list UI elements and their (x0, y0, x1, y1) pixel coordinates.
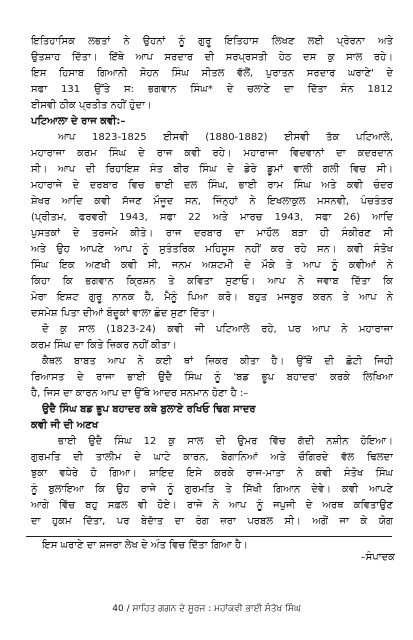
section-heading: ਪਟਿਆਲਾ ਦੇ ਰਾਜ ਕਵੀ:– (31, 116, 126, 127)
text-line: ਹੈ, ਜਿਸ ਦਾ ਕਾਰਨ ਆਪ ਦਾ ਉੱਥੇ ਆਦਰ ਸਨਮਾਨ ਹੋਣਾ ਹੈ :– (31, 388, 249, 399)
text-line: ਸਫਾ 131 ਉੱਤੇ ਸ: ਭਗਵਾਨ ਸਿੰਘ* ਦੇ ਚਲਾਣੇ ਦਾ ਦਿੱਤਾ ਸੰਨ 1812 (31, 84, 393, 95)
text-line: ਨੂੰ ਬੁਲਾਇਆ ਕਿ ਉਹ ਰਾਜੇ ਨੂੰ ਗੁਰਮਤਿ ਤੇ ਸਿੱਖੀ ਗਿਆਨ ਦੇਵੇ। ਕਵੀ ਆਪਣੇ (31, 484, 393, 495)
text-line: ਸਿੰਘ ਇਕ ਅਣਖੀ ਕਵੀ ਸੀ, ਜਨਮ ਅਸ਼ਟਮੀ ਦੇ ਮੌਕੇ ਤੇ ਆਪ ਨੂੰ ਕਵੀਆਂ ਨੇ (31, 260, 393, 271)
text-line: ਦੋ ਕੁ ਸਾਲ (1823-24) ਕਵੀ ਜੀ ਪਟਿਆਲੇ ਰਹੇ, ਪਰ ਆਪ ਨੇ ਮਹਾਰਾਜਾ (42, 324, 393, 335)
text-line: (ਪ੍ਰੀਤਮ, ਫਰਵਰੀ 1943, ਸਫਾ 22 ਅਤੇ ਮਾਰਚ 1943, ਸਫਾ 26) ਆਦਿ (31, 212, 393, 223)
page-footer: 40 / ਸਾਹਿਤ ਗਗਨ ਦੇ ਸੂਰਜ : ਮਹਾਂਕਵੀ ਭਾਈ ਸੰਤੋਖ ਸਿੰਘ (112, 604, 301, 614)
text-line: ਝੁਕਾ ਵਧੇਰੇ ਹੋ ਗਿਆ। ਸ਼ਾਇਦ ਇਸੇ ਕਰਕੇ ਰਾਜ-ਮਾਤਾ ਨੇ ਕਵੀ ਸੰਤੋਖ ਸਿੰਘ (31, 468, 393, 479)
text-line: ਮੇਰਾ ਇਸ਼ਟ ਗੁਰੂ ਨਾਨਕ ਹੈ, ਮੈਨੂੰ ਪਿਆ ਕਰੋ। ਬਹੁਤ ਮਜਬੂਰ ਕਰਨ ਤੇ ਆਪ ਨੇ (31, 292, 393, 303)
text-line: ਸੀ। ਆਪ ਦੀ ਰਿਹਾਇਸ਼ ਸੰਤ ਬੀਰ ਸਿੰਘ ਦੇ ਡੇਰੇ ਡੂਮਾਂ ਵਾਲੀ ਗਲੀ ਵਿਚ ਸੀ। (31, 164, 393, 175)
footnote: ਇਸ ਘਰਾਣੇ ਦਾ ਸ਼ਜਰਾ ਲੇਖ ਦੇ ਅੰਤ ਵਿਚ ਦਿੱਤਾ ਗਿਆ ਹੈ। (42, 540, 248, 551)
text-line: ਈਸਵੀ ਠੀਕ ਪ੍ਰਤੀਤ ਨਹੀਂ ਹੁੰਦਾ। (31, 100, 152, 111)
signature-editor: –ਸੰਪਾਦਕ (360, 552, 395, 563)
text-line: ਪੁਸਤਕਾਂ ਦੇ ਤਰਜਮੇ ਕੀਤੇ। ਰਾਜ ਦਰਬਾਰ ਦਾ ਮਾਹੌਲ ਬੜਾ ਹੀ ਸੰਕੀਰਣ ਸੀ (31, 228, 393, 239)
text-line: ਕਰਮ ਸਿੰਘ ਦਾ ਕਿਤੇ ਜ਼ਿਕਰ ਨਹੀਂ ਕੀਤਾ। (31, 340, 177, 351)
text-line: ਉਤਸ਼ਾਹ ਦਿੱਤਾ। ਇੱਥੇ ਆਪ ਸਰਦਾਰ ਦੀ ਸਰਪ੍ਰਸਤੀ ਹੇਠ ਦਸ ਕੁ ਸਾਲ ਰਹੇ। (31, 52, 393, 63)
text-line: ਇਤਿਹਾਸਿਕ ਲਭਤਾਂ ਨੇ ਉਹਨਾਂ ਨੂੰ ਗੁਰੂ ਇਤਿਹਾਸ ਲਿਖਣ ਲਈ ਪ੍ਰੇਰਨਾ ਅਤੇ (31, 36, 393, 47)
text-line: ਕਿਹਾ ਕਿ ਭਗਵਾਨ ਕ੍ਰਿਸ਼ਨ ਤੇ ਕਵਿਤਾ ਸੁਣਾਓ। ਆਪ ਨੇ ਜਵਾਬ ਦਿੱਤਾ ਕਿ (31, 276, 393, 287)
text-line: ਦਸਮੇਸ਼ ਪਿਤਾ ਦੀਆਂ ਬੰਦੂਕਾਂ ਵਾਲਾ ਛੰਦ ਸੁਣਾ ਦਿੱਤਾ। (31, 308, 216, 319)
text-line: ਕੈਥਲ ਬਾਬਤ ਆਪ ਨੇ ਕਈ ਥਾਂ ਜ਼ਿਕਰ ਕੀਤਾ ਹੈ। ਉੱਥੋਂ ਦੀ ਛੋਟੀ ਜਿਹੀ (42, 356, 393, 367)
text-line: ਆਗੇ ਵਿੱਚ ਬਹੁ ਸਫ਼ਲ ਵੀ ਹੋਏ। ਰਾਜੇ ਨੇ ਆਪ ਨੂੰ ਜਪੁਜੀ ਦੇ ਅਰਥ ਕਵਿਤਾਉਣ (31, 500, 393, 511)
text-line: ਰਿਆਸਤ ਦੇ ਰਾਜਾ ਭਾਈ ਉਦੈ ਸਿੰਘ ਨੂੰ 'ਬਡ ਭੂਪ ਬਹਾਦਰ' ਕਰਕੇ ਲਿਖਿਆ (31, 372, 393, 383)
text-line: ਭਾਈ ਉਦੈ ਸਿੰਘ 12 ਕੁ ਸਾਲ ਦੀ ਉਮਰ ਵਿੱਚ ਗੱਦੀ ਨਸ਼ੀਨ ਹੋਇਆ। (58, 436, 393, 447)
text-line: ਇਸ ਹਿਸਾਬ ਗਿਆਨੀ ਸੋਹਨ ਸਿੰਘ ਸੀਤਲ ਵੱਲੋਂ, ਪੁਰਾਤਨ ਸਰਦਾਰ ਘਰਾਣੇ' ਦੇ (31, 68, 393, 79)
text-line: ਮਹਾਰਾਜਾ ਕਰਮ ਸਿੰਘ ਦੇ ਰਾਜ ਕਵੀ ਰਹੇ। ਮਹਾਰਾਜਾ ਵਿਦਵਾਨਾਂ ਦਾ ਕਦਰਦਾਨ (31, 148, 393, 159)
text-line: ਸ਼ੇਖਰ ਆਦਿ ਕਵੀ ਸੱਜਣ ਮੌਜੂਦ ਸਨ, ਜਿੰਨ੍ਹਾਂ ਨੇ ਇਖਲਾਕੁਲ ਮਸਨਵੀ, ਪੰਚਤੰਤਰ (31, 196, 393, 207)
section-heading: ਕਵੀ ਜੀ ਦੀ ਅਣਖ (31, 420, 99, 431)
text-line: ਦਾ ਹੁਕਮ ਦਿੱਤਾ, ਪਰ ਬੇਦਾੱਤ ਦਾ ਰੰਗ ਜ਼ਰਾ ਪਰਬਲ ਸੀ। ਅਗੋਂ ਜਾ ਕੇ ਯੋਗ (31, 516, 393, 527)
text-line: ਮਹਾਰਾਜੇ ਦੇ ਦਰਬਾਰ ਵਿਚ ਭਾਈ ਦਲ ਸਿੰਘ, ਭਾਈ ਰਾਮ ਸਿੰਘ ਅਤੇ ਕਵੀ ਚੰਦਰ (31, 180, 393, 191)
text-line: ਗੁਰਮਤਿ ਦੀ ਤਾਲੀਮ ਦੇ ਘਾਟੇ ਕਾਰਨ, ਬੇਗਾਨਿਆਂ ਅਤੇ ਚੌਗਿਰਦੇ ਵੱਲ ਢਿਲਦਾ (31, 452, 393, 463)
text-line: ਆਪ 1823-1825 ਈਸਵੀ (1880-1882) ਈਸਵੀ ਤੱਕ ਪਟਿਆਲੇ, (58, 132, 393, 143)
footnote-divider (26, 536, 392, 537)
text-line: ਅਤੇ ਉਹ ਆਪਣੇ ਆਪ ਨੂੰ ਸੁਤੰਤਰਿਕ ਮਹਿਸੂਸ ਨਹੀਂ ਕਰ ਰਹੇ ਸਨ। ਕਵੀ ਸੰਤੋਖ (31, 244, 393, 255)
verse-line: ਉਦੈ ਸਿੰਘ ਬਡ ਭੂਪ ਬਹਾਦਰ ਕਥੇ ਬੁਲਾਏ ਰਖਿਓ ਢਿਗ ਸਾਦਰ (42, 404, 256, 415)
